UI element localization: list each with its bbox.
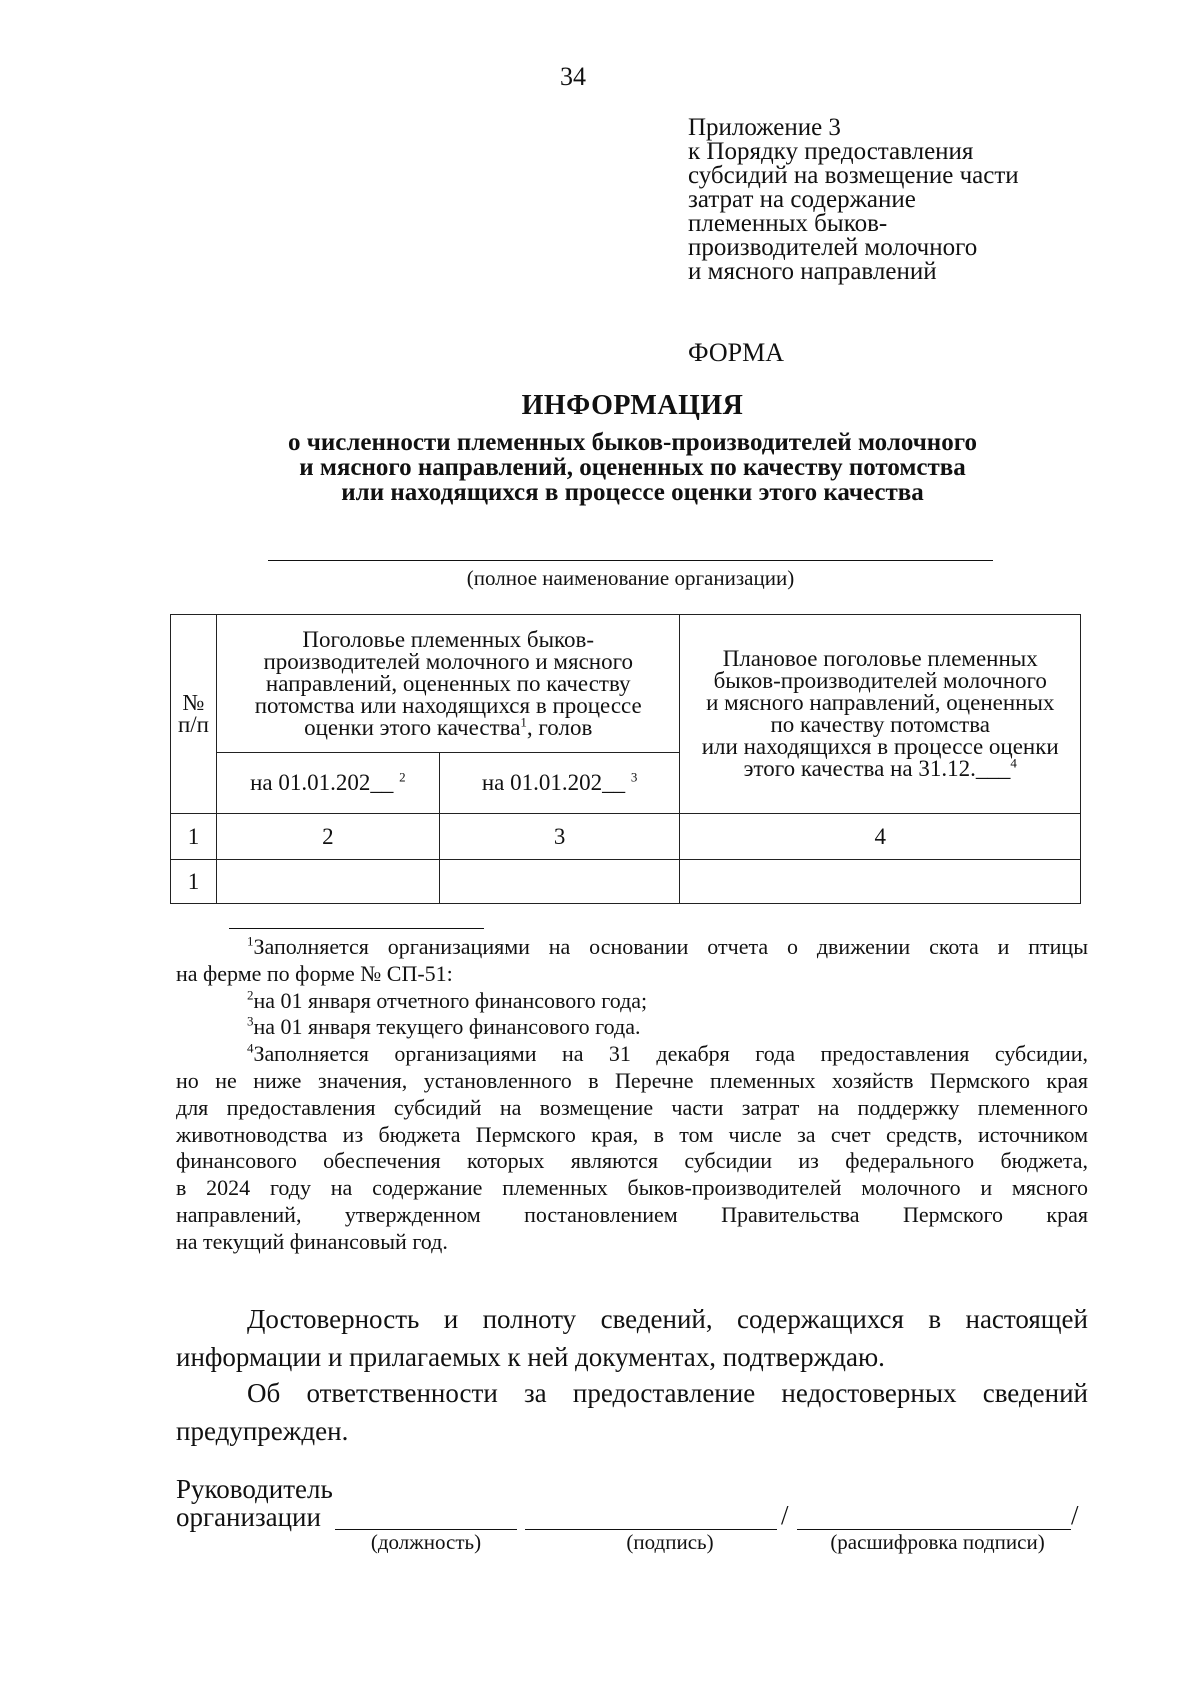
subtitle-line: или находящихся в процессе оценки этого качества [341,479,924,506]
column-number: 4 [680,814,1081,860]
appendix-reference [688,116,1108,284]
appendix-line: Приложение 3 [688,114,841,141]
slash-separator: / [1071,1500,1079,1530]
table-cell-input[interactable] [680,860,1081,904]
signatory-label-line: Руководитель [176,1474,333,1504]
appendix-line: и мясного направлений [688,258,937,285]
responsibility-text: предупрежден. [176,1416,349,1446]
livestock-table [170,614,1081,904]
footnote-mark: 3 [247,1014,254,1030]
confirmation-text: Достоверность и полноту сведений, содержащихся в настоящей [247,1304,1088,1334]
position-caption: (должность) [370,1530,482,1554]
header-num-abbr: п/п [177,712,209,737]
responsibility-paragraph [176,1374,1088,1450]
appendix-line: племенных быков- [688,210,888,237]
signatory-label-line: организации [176,1502,321,1532]
table-cell-input[interactable] [216,860,439,904]
footnote-ref: 2 [399,769,406,785]
footnote-ref: 4 [1010,755,1017,771]
document-subtitle [170,430,1095,505]
header-text: на 01.01.202__ [250,770,394,795]
slash-separator: / [781,1500,789,1530]
footnote-3 [176,1014,1088,1041]
header-text: оценки этого качества [304,714,521,740]
table-cell-number: 1 [171,860,217,904]
header-line: Поголовье племенных быков- [302,626,595,652]
header-line-last [686,755,1074,781]
footnote-text: для предоставления субсидий на возмещение части затрат на поддержку племенного [176,1094,1088,1120]
signature-caption: (подпись) [626,1530,714,1554]
footnote-text: финансового обеспечения которых являются субсидии из федерального бюджета, [176,1148,1088,1174]
footnote-ref: 3 [630,769,638,785]
footnote-4 [176,1041,1088,1068]
footnote-mark: 4 [247,1040,254,1056]
decoding-caption: (расшифровка подписи) [830,1530,1045,1554]
footnote-text: на текущий финансовый год. [176,1228,448,1254]
header-line-last [223,713,674,740]
footnotes [176,934,1088,1256]
column-number: 1 [171,814,217,860]
organization-name-line[interactable] [268,560,993,561]
footnote-2 [176,988,1088,1015]
signatory-label [176,1475,333,1531]
footnote-text: Заполняется организациями на основании отчета о движении скота и птицы [253,934,1088,959]
form-label: ФОРМА [688,338,784,367]
header-num-symbol: № [182,690,205,715]
document-title: ИНФОРМАЦИЯ [521,390,744,421]
footnote-text: на 01 января текущего финансового года. [253,1014,641,1040]
footnote-mark: 2 [247,987,254,1003]
header-text: этого качества на 31.12.___ [743,756,1011,781]
organization-name-caption: (полное наименование организации) [466,566,795,590]
column-number: 2 [216,814,439,860]
header-line: быков-производителей молочного [713,668,1047,693]
header-line: производителей молочного и мясного [263,648,633,674]
header-livestock-group [216,615,680,753]
table-row [171,860,1081,904]
responsibility-text: Об ответственности за предоставление недостоверных сведений [247,1378,1088,1408]
table-cell-input[interactable] [439,860,680,904]
header-row-number [171,615,217,814]
subtitle-line: о численности племенных быков-производителей молочного [288,429,977,456]
header-text: на 01.01.202__ [481,770,626,795]
header-text: , голов [526,714,593,740]
confirmation-text: информации и прилагаемых к ней документах, подтверждаю. [176,1342,885,1372]
page-number: 34 [560,62,586,91]
footnote-1 [176,934,1088,961]
header-line: потомства или находящихся в процессе [254,692,642,718]
footnote-text: Заполняется организациями на 31 декабря года предоставления субсидии, [253,1041,1088,1067]
footnote-text: животноводства из бюджета Пермского края, в том числе за счет средств, источником [176,1121,1088,1147]
footnote-ref: 1 [520,713,527,729]
appendix-line: к Порядку предоставления [688,138,974,165]
header-date-start [216,753,439,814]
appendix-line: субсидий на возмещение части [688,162,1019,189]
footnote-text: направлений, утвержденном постановлением Правительства Пермского края [176,1201,1088,1227]
confirmation-paragraph [176,1300,1088,1376]
footnote-text: на ферме по форме № СП-51: [176,960,453,986]
column-numbering-row [171,814,1081,860]
footnote-separator [229,928,484,929]
header-line: Плановое поголовье племенных [722,646,1038,671]
header-line: по качеству потомства [770,712,990,737]
header-line: и мясного направлений, оцененных [706,690,1055,715]
column-number: 3 [439,814,680,860]
appendix-line: затрат на содержание [688,186,916,213]
footnote-mark: 1 [247,933,254,949]
footnote-text: но не ниже значения, установленного в Перечне племенных хозяйств Пермского края [176,1067,1088,1093]
footnote-text: в 2024 году на содержание племенных быков-производителей молочного и мясного [176,1175,1088,1201]
header-line: или находящихся в процессе оценки [701,734,1059,759]
subtitle-line: и мясного направлений, оцененных по качеству потомства [299,454,966,481]
header-date-current [439,753,680,814]
footnote-text: на 01 января отчетного финансового года; [253,987,648,1013]
appendix-line: производителей молочного [688,234,978,261]
header-planned-livestock [680,615,1081,814]
header-line: направлений, оцененных по качеству [265,670,631,696]
